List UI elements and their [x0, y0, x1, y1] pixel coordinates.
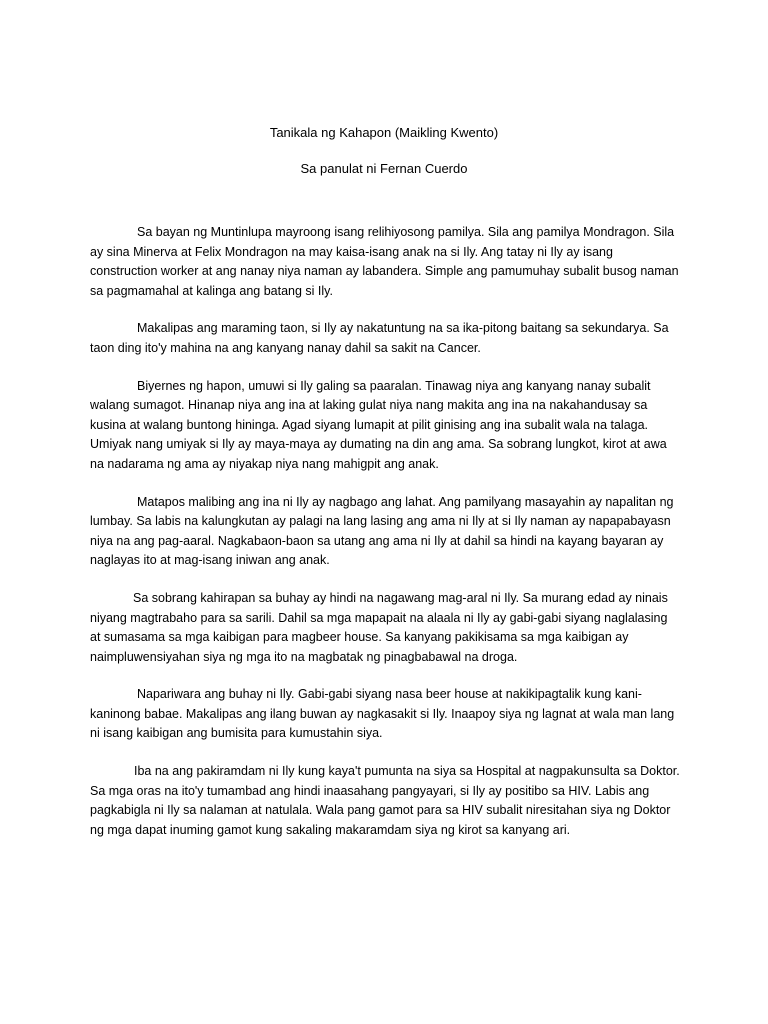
paragraph-6: Napariwara ang buhay ni Ily. Gabi-gabi siyang nasa beer house at nakikipagtalik kung kani-kaninong babae. Makalipas ang ilang buwan ay nagkasakit si Ily. Inaapoy siya ng lagnat at wala man lang ni isang kaibigan ang bumisita para kumustahin siya. — [90, 687, 675, 741]
paragraph-2: Makalipas ang maraming taon, si Ily ay nakatuntung na sa ika-pitong baitang sa sekundarya. Sa taon ding ito'y mahina na ang kanyang nanay dahil sa sakit na Cancer. — [90, 321, 669, 355]
document-title: Tanikala ng Kahapon (Maikling Kwento) — [269, 125, 499, 140]
paragraph-4: Matapos malibing ang ina ni Ily ay nagbago ang lahat. Ang pamilyang masayahin ay napalitan ng lumbay. Sa labis na kalungkutan ay palagi na lang lasing ang ama ni Ily at si Ily naman ay napapabayasn niya na ang pag-aaral. Nagkabaon-baon sa utang ang ama ni Ily at dahil sa hindi na kayang bayaran ay naglayas ito at mag-isang iniwan ang anak. — [90, 494, 674, 568]
author-line: Sa panulat ni Fernan Cuerdo — [300, 161, 468, 176]
story-body — [90, 223, 680, 858]
paragraph-7: Iba na ang pakiramdam ni Ily kung kaya't pumunta na siya sa Hospital at nagpakunsulta sa Doktor. Sa mga oras na ito'y tumambad ang hindi inaasahang pangyayari, si Ily ay positibo sa HIV. Labis ang pagkabigla ni Ily sa nalaman at natulala. Wala pang gamot para sa HIV subalit niresitahan siya ng Doktor ng mga dapat inuming gamot kung sakaling makaramdam siya ng kirot sa kanyang ari. — [90, 764, 680, 837]
paragraph-5: Sa sobrang kahirapan sa buhay ay hindi na nagawang mag-aral ni Ily. Sa murang edad ay ninais niyang magtrabaho para sa sarili. Dahil sa mga mapapait na alaala ni Ily ay gabi-gabi siyang naglalasing at sumasama sa mga kaibigan para magbeer house. Sa kanyang pakikisama sa mga kaibigan ay naimpluwensiyahan siya ng mga ito na magbatak ng pinagbabawal na droga. — [90, 590, 668, 664]
paragraph-3: Biyernes ng hapon, umuwi si Ily galing sa paaralan. Tinawag niya ang kanyang nanay subalit walang sumagot. Hinanap niya ang ina at laking gulat niya nang makita ang ina na nakahandusay sa kusina at walang buntong hininga. Agad siyang lumapit at pilit ginising ang ina subalit wala na talaga. Umiyak nang umiyak si Ily ay maya-maya ay dumating na din ang ama. Sa sobrang lungkot, kirot at awa na nadarama ng ama ay niyakap niya nang mahigpit ang anak. — [90, 378, 667, 471]
paragraph-1: Sa bayan ng Muntinlupa mayroong isang relihiyosong pamilya. Sila ang pamilya Mondragon. Sila ay sina Minerva at Felix Mondragon na may kaisa-isang anak na si Ily. Ang tatay ni Ily ay isang construction worker at ang nanay niya naman ay labandera. Simple ang pamumuhay subalit busog naman sa pagmamahal at kalinga ang batang si Ily. — [90, 225, 679, 298]
